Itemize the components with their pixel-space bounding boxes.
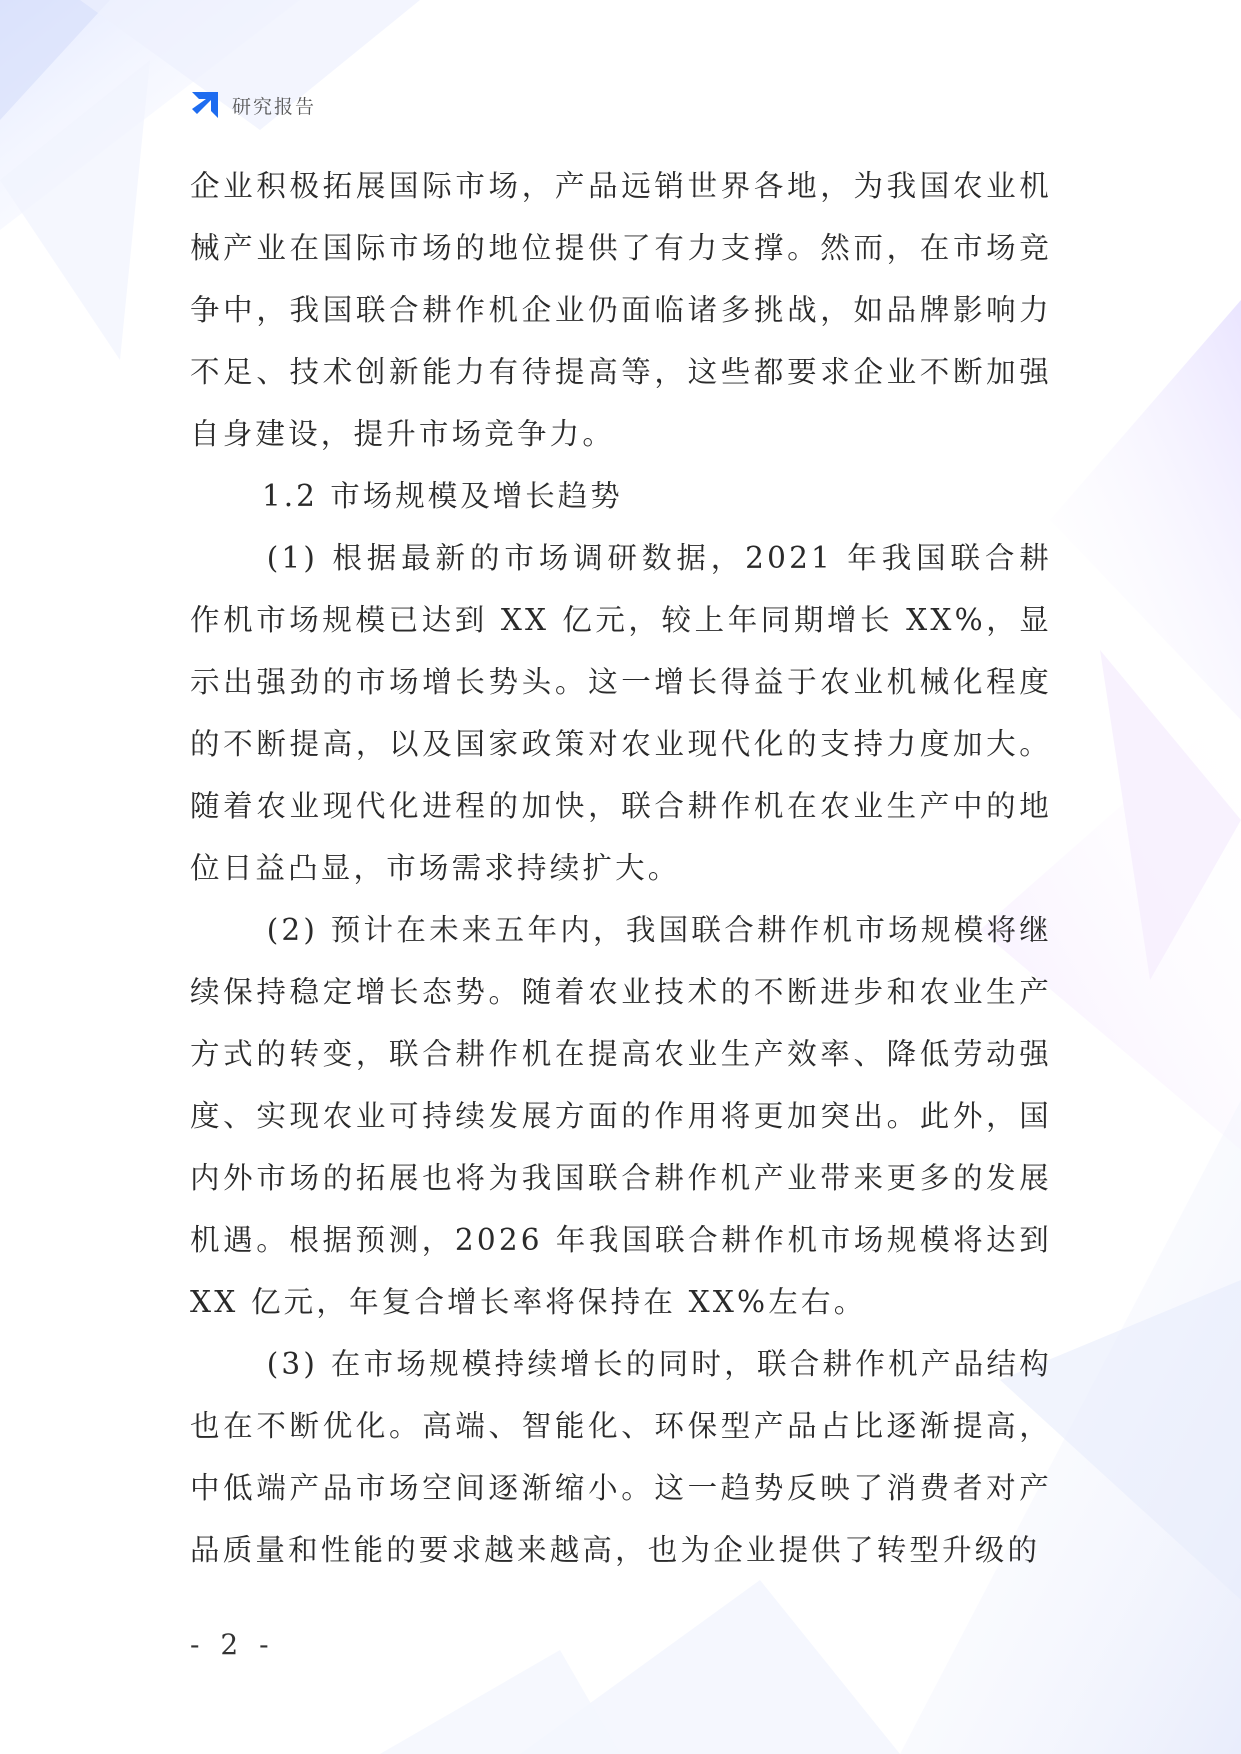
page-number: - 2 - (190, 1628, 275, 1661)
paragraph-continued: 企业积极拓展国际市场，产品远销世界各地，为我国农业机械产业在国际市场的地位提供了有力支撑。然而，在市场竞争中，我国联合耕作机企业仍面临诸多挑战，如品牌影响力不足、技术创新能力有待提高等，这些都要求企业不断加强自身建设，提升市场竞争力。 (190, 169, 1052, 451)
arrow-up-right-icon (188, 88, 222, 122)
paragraph-2: (2) 预计在未来五年内，我国联合耕作机市场规模将继续保持稳定增长态势。随着农业技术的不断进步和农业生产方式的转变，联合耕作机在提高农业生产效率、降低劳动强度、实现农业可持续发展方面的作用将更加突出。此外，国内外市场的拓展也将为我国联合耕作机产业带来更多的发展机遇。根据预测，2026 年我国联合耕作机市场规模将达到 XX 亿元，年复合增长率将保持在 XX%左右。 (190, 913, 1052, 1319)
paragraph-1: (1) 根据最新的市场调研数据，2021 年我国联合耕作机市场规模已达到 XX 亿元，较上年同期增长 XX%，显示出强劲的市场增长势头。这一增长得益于农业机械化程度的不断提高，以及国家政策对农业现代化的支持力度加大。随着农业现代化进程的加快，联合耕作机在农业生产中的地位日益凸显，市场需求持续扩大。 (190, 541, 1052, 885)
paragraph-3: (3) 在市场规模持续增长的同时，联合耕作机产品结构也在不断优化。高端、智能化、环保型产品占比逐渐提高，中低端产品市场空间逐渐缩小。这一趋势反映了消费者对产品质量和性能的要求越来越高，也为企业提供了转型升级的 (190, 1347, 1052, 1567)
section-heading: 1.2 市场规模及增长趋势 (262, 479, 623, 513)
document-body (190, 155, 1052, 1581)
page-header (188, 88, 316, 122)
report-title: 研究报告 (232, 95, 317, 118)
